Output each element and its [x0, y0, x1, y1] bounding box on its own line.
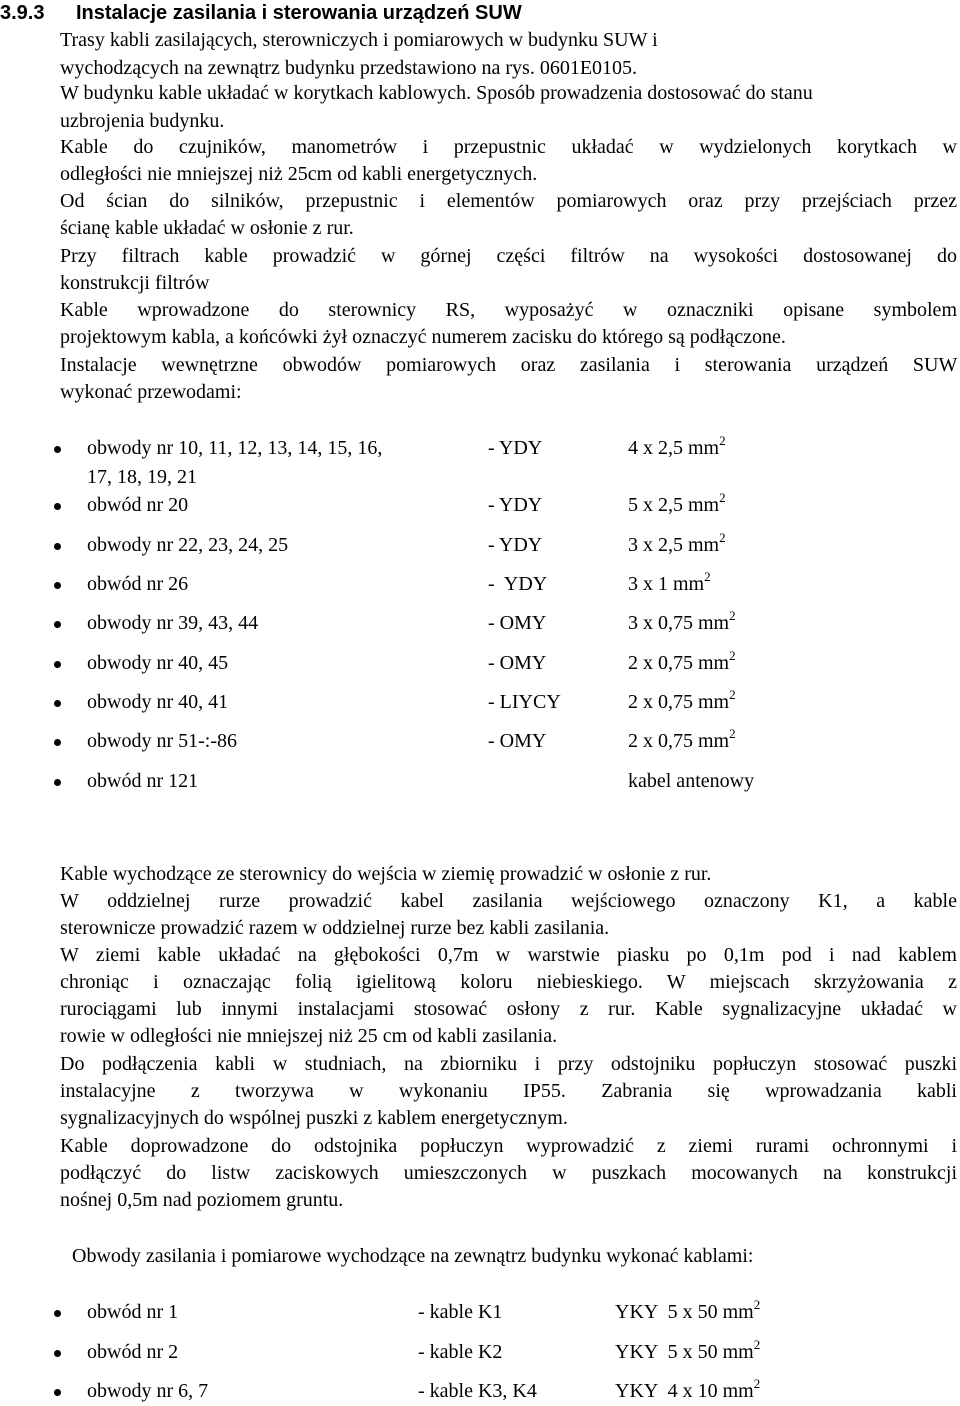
outro-paragraph-5-line-2: podłączyć do listw zaciskowych umieszczonych w puszkach mocowanych na konstrukcji — [60, 1162, 957, 1184]
outro-paragraph-3-line-1: W ziemi kable układać na głębokości 0,7m w warstwie piasku po 0,1m pod i nad kablem — [60, 944, 957, 966]
bullet-icon — [54, 1310, 61, 1317]
list-item — [0, 1378, 960, 1406]
circuit-label: obwody nr 39, 43, 44 — [87, 612, 259, 634]
cable-name: - kable K3, K4 — [418, 1380, 537, 1402]
circuit-label: obwód nr 2 — [87, 1341, 179, 1363]
intro-paragraph-1: Trasy kabli zasilających, sterowniczych i pomiarowych w budynku SUW i wychodzących na zewnątrz budynku przedstawiono na rys. 0601E0105. — [60, 29, 658, 79]
intro-paragraph-3-end: odległości nie mniejszej niż 25cm od kabli energetycznych. — [60, 163, 538, 185]
cable-spec: 2 x 0,75 $mm^2$ — [628, 648, 736, 674]
outro-paragraph-2: W oddzielnej rurze prowadzić kabel zasilania wejściowego oznaczony K1, a kable — [60, 890, 957, 912]
outro-paragraph-3-line-2: chroniąc i oznaczając folią igielitową koloru niebieskiego. W miejscach skrzyżowania z — [60, 971, 957, 993]
bullet-icon — [54, 446, 61, 453]
cable-spec: YKY 5 x 50 $mm^2$ — [615, 1297, 761, 1323]
section-title: Instalacje zasilania i sterowania urządzeń SUW — [76, 2, 522, 24]
cable-spec: kabel antenowy — [628, 770, 755, 792]
circuit-label: obwody nr 51-:-86 — [87, 730, 237, 752]
bullet-icon — [54, 1350, 61, 1357]
intro-paragraph-7: Instalacje wewnętrzne obwodów pomiarowych oraz zasilania i sterowania urządzeń SUW — [60, 354, 957, 376]
cable-spec: 3 x 2,5 $mm^2$ — [628, 530, 726, 556]
bullet-icon — [54, 582, 61, 589]
bullet-icon — [54, 779, 61, 786]
list-item — [0, 532, 960, 572]
cable-type: - YDY — [488, 534, 543, 556]
cable-type: - OMY — [488, 730, 547, 752]
cable-spec: 4 x 2,5 $mm^2$ — [628, 433, 726, 459]
list-item — [0, 492, 960, 532]
cable-type: - YDY — [488, 573, 548, 595]
bullet-icon — [54, 661, 61, 668]
cable-spec: 3 x 1 $mm^2$ — [628, 569, 711, 595]
cable-spec: 2 x 0,75 $mm^2$ — [628, 687, 736, 713]
outro-paragraph-2-end: sterownicze prowadzić razem w oddzielnej rurze bez kabli zasilania. — [60, 917, 610, 939]
intro-paragraph-4-end: ścianę kable układać w osłonie z rur. — [60, 217, 354, 239]
intro-paragraph-6: Kable wprowadzone do sterownicy RS, wyposażyć w oznaczniki opisane symbolem — [60, 299, 957, 321]
cable-type: - OMY — [488, 612, 547, 634]
list-item — [0, 1299, 960, 1339]
cable-spec: YKY 4 x 10 $mm^2$ — [615, 1376, 761, 1402]
circuit-label-cont: 17, 18, 19, 21 — [87, 466, 197, 488]
list-item — [0, 1339, 960, 1379]
circuit-label: obwód nr 26 — [87, 573, 189, 595]
circuit-label: obwody nr 10, 11, 12, 13, 14, 15, 16, — [87, 437, 383, 459]
circuit-label: obwód nr 1 — [87, 1301, 179, 1323]
bullet-icon — [54, 503, 61, 510]
cable-type: - LIYCY — [488, 691, 561, 713]
intro-paragraph-2: W budynku kable układać w korytkach kablowych. Sposób prowadzenia dostosować do stanu uzbrojenia budynku. — [60, 82, 813, 132]
outro-paragraph-5-line-1: Kable doprowadzone do odstojnika popłuczyn wyprowadzić z ziemi rurami ochronnymi i — [60, 1135, 957, 1157]
circuit-label: obwód nr 20 — [87, 494, 189, 516]
section-heading — [0, 0, 960, 26]
outro-paragraph-4-end: sygnalizacyjnych do wspólnej puszki z kablem energetycznym. — [60, 1107, 568, 1129]
circuit-label: obwody nr 6, 7 — [87, 1380, 209, 1402]
bullet-icon — [54, 739, 61, 746]
outro-paragraph-4-line-2: instalacyjne z tworzywa w wykonaniu IP55. Zabrania się wprowadzania kabli — [60, 1080, 957, 1102]
list-item — [0, 610, 960, 650]
list-item — [0, 435, 960, 495]
intro-paragraph-7-end: wykonać przewodami: — [60, 381, 242, 403]
intro-paragraph-5: Przy filtrach kable prowadzić w górnej części filtrów na wysokości dostosowanej do — [60, 245, 957, 267]
outro-paragraph-3-line-3: rurociągami lub innymi instalacjami stosować osłony z rur. Kable sygnalizacyjne układać w — [60, 998, 957, 1020]
outro-paragraph-1: Kable wychodzące ze sterownicy do wejścia w ziemię prowadzić w osłonie z rur. — [60, 863, 712, 885]
circuit-label: obwody nr 40, 45 — [87, 652, 229, 674]
cable-name: - kable K1 — [418, 1301, 503, 1323]
list-item — [0, 650, 960, 690]
intro-paragraph-4: Od ścian do silników, przepustnic i elementów pomiarowych oraz przy przejściach przez — [60, 190, 957, 212]
bullet-icon — [54, 543, 61, 550]
bullet-icon — [54, 700, 61, 707]
intro-paragraph-5-end: konstrukcji filtrów — [60, 272, 210, 294]
intro-paragraph-3: Kable do czujników, manometrów i przepustnic układać w wydzielonych korytkach w — [60, 136, 957, 158]
cable-type: - OMY — [488, 652, 547, 674]
section-number: 3.9.3 — [0, 2, 45, 24]
cable-spec: 5 x 2,5 $mm^2$ — [628, 490, 726, 516]
cable-spec: 3 x 0,75 $mm^2$ — [628, 608, 736, 634]
intro-paragraph-6-end: projektowym kabla, a końcówki żył oznaczyć numerem zacisku do którego są podłączone. — [60, 326, 786, 348]
outro-paragraph-3-end: rowie w odległości nie mniejszej niż 25 cm od kabli zasilania. — [60, 1025, 558, 1047]
cable-type: - YDY — [488, 437, 543, 459]
circuit-label: obwód nr 121 — [87, 770, 199, 792]
cable-spec: YKY 5 x 50 $mm^2$ — [615, 1337, 761, 1363]
circuit-label: obwody nr 22, 23, 24, 25 — [87, 534, 289, 556]
outro-paragraph-6: Obwody zasilania i pomiarowe wychodzące na zewnątrz budynku wykonać kablami: — [72, 1245, 754, 1267]
bullet-icon — [54, 1389, 61, 1396]
circuit-label: obwody nr 40, 41 — [87, 691, 229, 713]
list-item — [0, 571, 960, 611]
cable-name: - kable K2 — [418, 1341, 503, 1363]
outro-paragraph-4-line-1: Do podłączenia kabli w studniach, na zbiorniku i przy odstojniku popłuczyn stosować puszki — [60, 1053, 957, 1075]
list-item — [0, 728, 960, 768]
cable-type: - YDY — [488, 494, 543, 516]
list-item — [0, 689, 960, 729]
cable-spec: 2 x 0,75 $mm^2$ — [628, 726, 736, 752]
bullet-icon — [54, 621, 61, 628]
list-item — [0, 768, 960, 808]
outro-paragraph-5-end: nośnej 0,5m nad poziomem gruntu. — [60, 1189, 344, 1211]
